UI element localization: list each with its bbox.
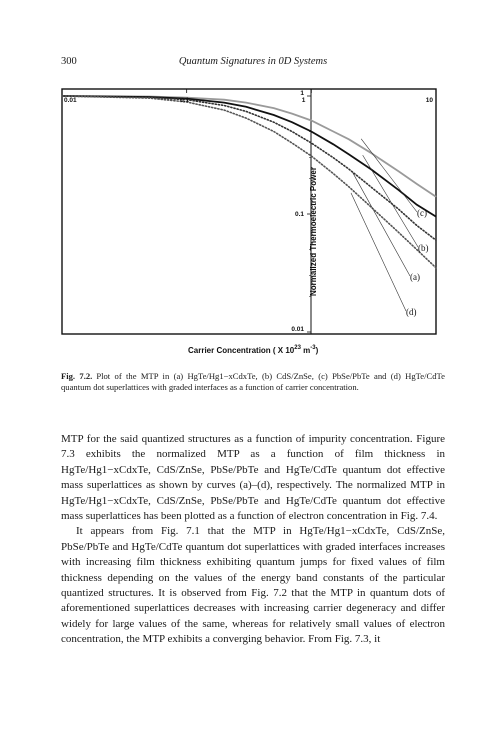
series-line	[62, 96, 436, 217]
caption-text: Plot of the MTP in (a) HgTe/Hg1−xCdxTe, (b) CdS/ZnSe, (c) PbSe/PbTe and (d) HgTe/CdTe quantum dot superlattices with graded interfaces as a function of carrier concentration.	[61, 371, 445, 393]
x-tick-label: 1	[301, 97, 306, 104]
series-line	[62, 96, 436, 197]
figure-7-2	[60, 88, 440, 358]
body-text	[61, 432, 445, 648]
curve-label-leader	[351, 193, 406, 311]
series-line	[62, 96, 436, 268]
x-tick-label: 0.1	[180, 97, 190, 104]
figure-caption	[61, 371, 445, 394]
curve-label: (b)	[418, 243, 429, 253]
curve-label: (d)	[406, 307, 417, 317]
page-number: 300	[61, 56, 77, 67]
x-axis-title: Carrier Concentration ( X $10^{23}$ $m^{-3}$)	[188, 345, 319, 355]
caption-label: Fig. 7.2.	[61, 371, 93, 381]
curve-label-leader	[353, 173, 410, 276]
plot-frame	[62, 89, 436, 334]
running-head	[61, 56, 445, 70]
series-line	[62, 96, 436, 240]
curve-label-leader	[363, 155, 418, 247]
curve-label: (c)	[417, 208, 427, 218]
x-tick-label: 0.01	[64, 97, 77, 104]
mtp-chart	[60, 88, 440, 358]
running-title: Quantum Signatures in 0D Systems	[178, 56, 328, 67]
paragraph: MTP for the said quantized structures as a function of impurity concentration. Figure 7.3 exhibits the normalized MTP as a function of film thickness in HgTe/Hg1−xCdxTe, CdS/ZnSe, PbSe/PbTe and HgTe/CdTe quantum dot effective mass superlattices as shown by curves (a)–(d), respectively. The normalized MTP in HgTe/Hg1−xCdxTe, CdS/ZnSe, PbSe/PbTe and HgTe/CdTe quantum dot effective mass superlattices has been plotted as a function of electron concentration in Fig. 7.4.	[61, 433, 445, 523]
paragraph: It appears from Fig. 7.1 that the MTP in HgTe/Hg1−xCdxTe, CdS/ZnSe, PbSe/PbTe and HgTe/CdTe quantum dot superlattices with graded interfaces increases with increasing film thickness exhibiting quantum jumps for fixed values of film thickness depending on the values of the energy band constants of the particular quantized structures. It is observed from Fig. 7.2 that the MTP in quantum dots of aforementioned superlattices decreases with increasing carrier degeneracy and differ widely for large values of the same, whereas for relatively small values of electron concentration, the MTP exhibits a converging behavior. From Fig. 7.3, it	[61, 525, 445, 646]
y-tick-label: 0.01	[291, 326, 304, 333]
curve-label: (a)	[410, 272, 420, 282]
x-tick-label: 10	[425, 97, 433, 104]
y-tick-label: 0.1	[294, 211, 304, 218]
y-axis-title: Normalized Thermoelectric Power	[309, 167, 318, 296]
y-tick-label: 1	[300, 90, 304, 97]
